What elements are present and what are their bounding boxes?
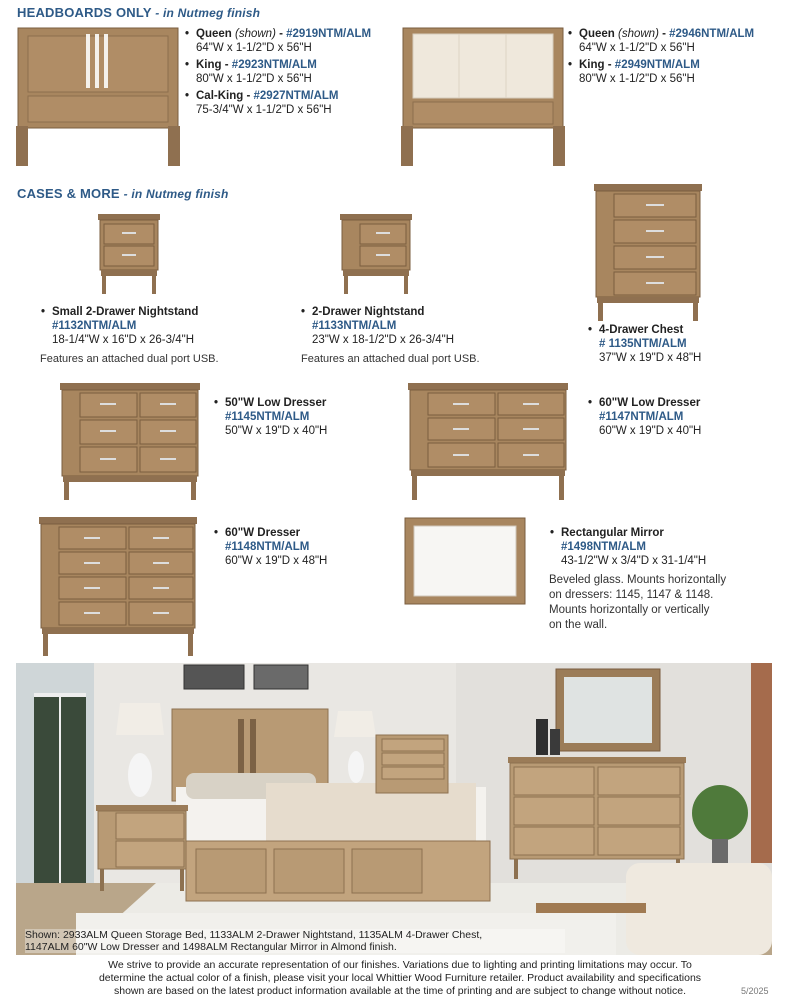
- chest-info: • 4-Drawer Chest # 1135NTM/ALM 37"W x 19"D x 48"H: [588, 324, 702, 364]
- headboard2-king-item: • King - #2949NTM/ALM 80"W x 1-1/2"D x 56"H: [568, 59, 700, 85]
- headboard-upholstered-image: [401, 26, 565, 168]
- low-dresser-50-info: • 50"W Low Dresser #1145NTM/ALM 50"W x 19"D x 40"H: [214, 397, 328, 437]
- headboard-queen-name: Queen: [196, 28, 232, 40]
- nightstand-code: #1133NTM/ALM: [312, 320, 397, 332]
- room-caption-line2: 1147ALM 60"W Low Dresser and 1498ALM Rectangular Mirror in Almond finish.: [25, 941, 397, 953]
- cases-section-title: [17, 186, 229, 201]
- small-nightstand-info: • Small 2-Drawer Nightstand #1132NTM/ALM 18-1/4"W x 16"D x 26-3/4"H: [41, 306, 199, 346]
- headboards-section-title: [17, 5, 260, 20]
- headboards-subtitle: - in Nutmeg finish: [155, 6, 261, 20]
- headboard2-queen-dims: 64"W x 1-1/2"D x 56"H: [579, 42, 695, 54]
- room-scene-photo: [16, 663, 772, 955]
- headboard2-king-dims: 80"W x 1-1/2"D x 56"H: [579, 73, 695, 85]
- low-dresser-60-info: • 60"W Low Dresser #1147NTM/ALM 60"W x 19"D x 40"H: [588, 397, 702, 437]
- disclaimer-line1: We strive to provide an accurate representation of our finishes. Variations due to lighting and printing limitations may occur. To: [108, 959, 692, 971]
- mirror-name: Rectangular Mirror: [561, 527, 664, 539]
- headboard-calking-name: Cal-King: [196, 90, 244, 102]
- nightstand-note: Features an attached dual port USB.: [301, 353, 480, 365]
- low-dresser-60-code: #1147NTM/ALM: [599, 411, 684, 423]
- shown-label: (shown): [235, 28, 276, 40]
- disclaimer-line3: shown are based on the latest product information available at the time of printing and are subject to change without notice.: [113, 985, 687, 997]
- low-dresser-50-name: 50"W Low Dresser: [225, 397, 327, 409]
- mirror-note-line: Beveled glass. Mounts horizontally: [549, 574, 727, 586]
- headboard-queen-code: #2919NTM/ALM: [286, 28, 372, 40]
- chest-name: 4-Drawer Chest: [599, 324, 684, 336]
- disclaimer-line2: determine the actual color of a finish, please visit your local Whittier Wood Furniture retailer. Product availability and specifications: [98, 972, 702, 984]
- low-dresser-50-image: [60, 383, 200, 501]
- headboard2-king-name: King: [579, 59, 605, 71]
- separator: -: [658, 28, 670, 40]
- nightstand-name: 2-Drawer Nightstand: [312, 306, 425, 318]
- headboard-group2-list: [568, 27, 789, 86]
- headboards-title: HEADBOARDS ONLY: [17, 5, 152, 20]
- mirror-info: • Rectangular Mirror #1498NTM/ALM 43-1/2"W x 3/4"D x 31-1/4"H: [550, 527, 707, 567]
- mirror-dims: 43-1/2"W x 3/4"D x 31-1/4"H: [561, 555, 707, 567]
- headboard2-queen-name: Queen: [579, 28, 615, 40]
- print-date: 5/2025: [741, 986, 769, 996]
- headboard2-king-code: #2949NTM/ALM: [614, 59, 700, 71]
- dresser-60-name: 60"W Dresser: [225, 527, 301, 539]
- separator: -: [275, 28, 287, 40]
- headboard-slatted-image: [16, 26, 180, 168]
- headboard-queen-item: • Queen (shown) - #2919NTM/ALM 64"W x 1-1/2"D x 56"H: [185, 28, 372, 54]
- headboard-calking-code: #2927NTM/ALM: [253, 90, 339, 102]
- dresser-60-image: [39, 517, 197, 657]
- separator: -: [243, 90, 254, 102]
- low-dresser-60-name: 60"W Low Dresser: [599, 397, 701, 409]
- headboard-king-name: King: [196, 59, 222, 71]
- low-dresser-50-code: #1145NTM/ALM: [225, 411, 310, 423]
- chest-dims: 37"W x 19"D x 48"H: [599, 352, 702, 364]
- headboard-king-dims: 80"W x 1-1/2"D x 56"H: [196, 73, 312, 85]
- mirror-code: #1498NTM/ALM: [561, 541, 646, 553]
- small-nightstand-code: #1132NTM/ALM: [52, 320, 137, 332]
- dresser-60-code: #1148NTM/ALM: [225, 541, 310, 553]
- cases-title: CASES & MORE: [17, 186, 120, 201]
- room-caption: [25, 929, 565, 953]
- mirror-image: [404, 517, 526, 605]
- low-dresser-60-image: [408, 383, 568, 501]
- headboard-calking-item: • Cal-King - #2927NTM/ALM 75-3/4"W x 1-1/2"D x 56"H: [185, 90, 339, 116]
- headboard-king-item: • King - #2923NTM/ALM 80"W x 1-1/2"D x 56"H: [185, 59, 317, 85]
- mirror-note-line: Mounts horizontally or vertically: [549, 604, 710, 616]
- nightstand-dims: 23"W x 18-1/2"D x 26-3/4"H: [312, 334, 454, 346]
- headboard2-queen-code: #2946NTM/ALM: [669, 28, 755, 40]
- small-nightstand-image: [98, 214, 160, 296]
- small-nightstand-note: Features an attached dual port USB.: [40, 353, 219, 365]
- shown-label: (shown): [618, 28, 659, 40]
- headboard-group1-list: [185, 27, 396, 117]
- mirror-note: [549, 573, 779, 633]
- mirror-note-line: on dressers: 1145, 1147 & 1148.: [549, 589, 714, 601]
- nightstand-info: • 2-Drawer Nightstand #1133NTM/ALM 23"W x 18-1/2"D x 26-3/4"H: [301, 306, 454, 346]
- low-dresser-60-dims: 60"W x 19"D x 40"H: [599, 425, 702, 437]
- dresser-60-info: • 60"W Dresser #1148NTM/ALM 60"W x 19"D x 48"H: [214, 527, 328, 567]
- headboard-calking-dims: 75-3/4"W x 1-1/2"D x 56"H: [196, 104, 332, 116]
- chest-code: # 1135NTM/ALM: [599, 338, 687, 350]
- headboard2-queen-item: • Queen (shown) - #2946NTM/ALM 64"W x 1-1/2"D x 56"H: [568, 28, 755, 54]
- separator: -: [221, 59, 232, 71]
- headboard-queen-dims: 64"W x 1-1/2"D x 56"H: [196, 42, 312, 54]
- mirror-note-line: on the wall.: [549, 619, 608, 631]
- small-nightstand-name: Small 2-Drawer Nightstand: [52, 306, 199, 318]
- small-nightstand-dims: 18-1/4"W x 16"D x 26-3/4"H: [52, 334, 194, 346]
- chest-image: [594, 184, 702, 322]
- room-caption-line1: Shown: 2933ALM Queen Storage Bed, 1133ALM 2-Drawer Nightstand, 1135ALM 4-Drawer Chest,: [25, 929, 483, 941]
- disclaimer-footer: [40, 959, 760, 998]
- low-dresser-50-dims: 50"W x 19"D x 40"H: [225, 425, 328, 437]
- headboard-king-code: #2923NTM/ALM: [231, 59, 317, 71]
- separator: -: [604, 59, 615, 71]
- nightstand-image: [340, 214, 412, 296]
- dresser-60-dims: 60"W x 19"D x 48"H: [225, 555, 328, 567]
- cases-subtitle: - in Nutmeg finish: [123, 187, 229, 201]
